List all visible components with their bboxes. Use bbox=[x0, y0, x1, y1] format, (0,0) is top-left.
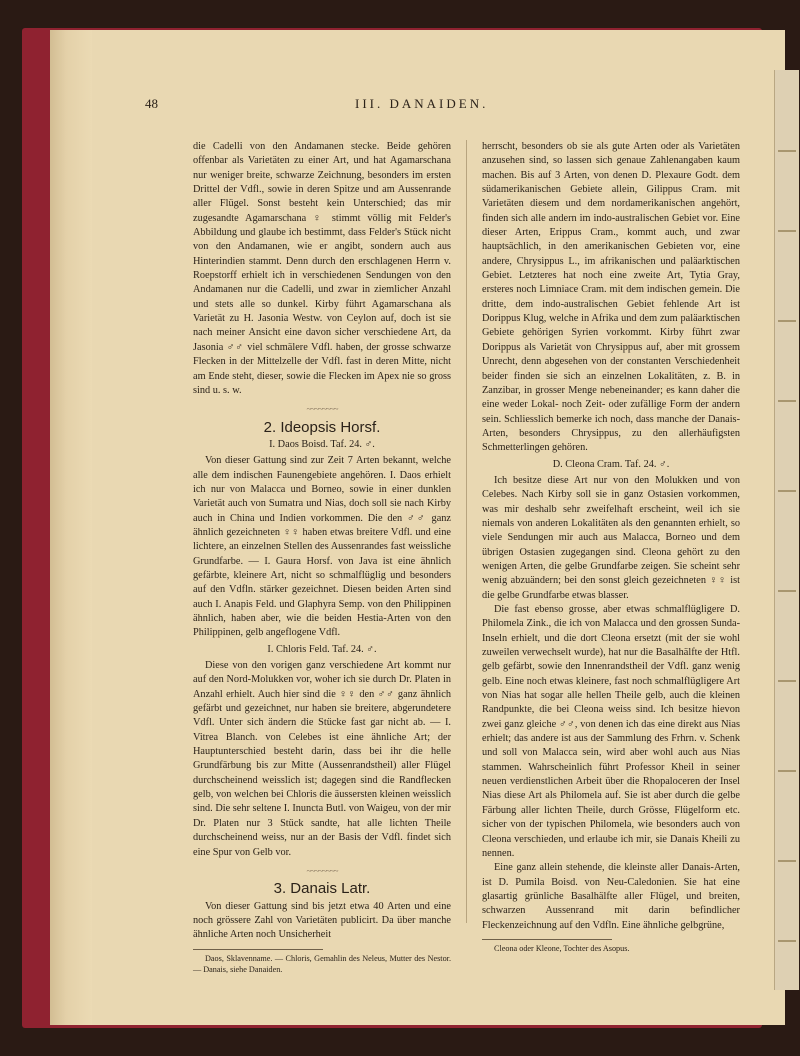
left-column bbox=[193, 140, 451, 975]
footnote-rule bbox=[482, 939, 612, 940]
paragraph: die Cadelli von den Andamanen stecke. Beide gehören offenbar als Varietäten zu einer Art, und hat Agamarschana nur weniger breite, schwarze Zeichnung, besonders im ersten Drittel der Vdfl., sowie in deren Spitze und am Aussenrande aller Flügel. Sonst besteht kein Unterschied; das mir zugesandte Agamarschana ♀ stimmt völlig mit Felder's Abbildung und glaube ich bestimmt, dass Felder's Stück nicht von den Andamanen, wie er angibt, sondern auch aus Hinterindien stammt. Denn durch den erschlagenen Herrn v. Roepstorff erhielt ich in verschiedenen Sendungen von den Andamanen nur die Cadelli, und zwar in ziemlicher Anzahl und stets alle so dunkel. Kirby führt Agamarschana als Varietät zu H. Jasonia Westw. von Ceylon auf, doch ist sie nach meiner Ansicht eine davon sicher verschiedene Art, da Jasonia ♂♂ viel schmälere Vdfl. haben, der grosse schwarze Flecken in der Mittelzelle der Vdfl. fast in deren Mitte, nicht am Ende steht, dieser, sowie die Flecken im Apex nie so gross sind u. s. w. bbox=[193, 141, 451, 396]
next-page-edge bbox=[774, 70, 799, 990]
column-divider bbox=[466, 140, 467, 923]
paragraph: herrscht, besonders ob sie als gute Arten oder als Varietäten anzusehen sind, so lassen sich genaue Zahlenangaben kaum machen. Bis auf 3 Arten, von denen D. Plexaure Godt. dem südamerikanischen Gebiete allein, Gilippus Cram. mit Varietäten diesem und dem nordamerikanischen angehört, finden sich alle andern im indo-australischen Gebiet vor. Eine dieser Arten, Erippus Cram., kommt auch, und zwar hauptsächlich, in den amerikanischen Gebieten vor, eine andere, Chrysippus L., im afrikanischen und paläarktischen Gebiet. Letzteres hat noch eine zweite Art, Tytia Gray, ersteres noch Limniace Cram. mit dem indischen gemein. Die dritte, dem indo-australischen Gebiet fehlende Art ist Dorippus Klug, welche in Afrika und dem zum paläarktischen Gebiete gehörigen Syrien vorkommt. Kirby führt zwar Dorippus als Varietät von Chrysippus auf, aber mit grossem Unrecht, denn abgesehen von der constanten Verschiedenheit beider finden sie sich an einzelnen Lokalitäten, z. B. in Zanzibar, in grosser Menge nebeneinander; es kann daher die eine weder Lokal- noch Zeit- oder zufällige Form der andern sein. Schliesslich bemerke ich noch, dass manche der Danais-Arten, besonders Chrysippus, zu den allerhäufigsten Schmetterlingen gehören. bbox=[482, 141, 740, 454]
footnote: Daos, Sklavenname. — Chloris, Gemahlin des Neleus, Mutter des Nestor. — Danais, siehe Danaiden. bbox=[193, 953, 451, 974]
ornament-divider: ~~~~~~~~ bbox=[306, 404, 338, 415]
paragraph: Ich besitze diese Art nur von den Molukken und von Celebes. Nach Kirby soll sie in ganz Ostasien vorkommen, was mir deshalb sehr zweifelhaft erscheint, weil ich sie niemals von anderen Lokalitäten als den genannten erhielt, so viele Sendungen mir auch aus Malacca, Borneo und dem übrigen Ostasien zugegangen sind. Cleona gehört zu den wenigen Arten, die gelbe Grundfarbe zeigen. Sie scheint sehr wenig abzuändern; bei den sonst gleich gezeichneten ♀♀ ist die gelbe Grundfarbe etwas blasser. bbox=[482, 474, 740, 601]
page-gutter bbox=[50, 30, 92, 1025]
section-heading: 3. Danais Latr. bbox=[273, 880, 371, 898]
section-heading: 2. Ideopsis Horsf. bbox=[263, 418, 381, 436]
paragraph: Von dieser Gattung sind bis jetzt etwa 40 Arten und eine noch grössere Zahl von Varietäten publicirt. Da über manche ähnliche Arten noch Unsicherheit bbox=[193, 900, 451, 941]
paragraph: Die fast ebenso grosse, aber etwas schmalflügligere D. Philomela Zink., die ich von Malacca und den grossen Sunda-Inseln erhielt, und die dort Cleona ersetzt (mit der sie wohl zuweilen verwechselt wurde), hat nur die Basalhälfte der Htfl. gelb gefärbt, sowie den Innenrandstheil der Vdfl. ganz wenig gelb. Eine noch etwas kleinere, fast noch schmalflügligere Art von Nias hat sogar alle hellen Theile gelb, auch die kleinen Randpunkte, die bei Cleona weiss sind. Ich besitze hievon zwei ganz gleiche ♂♂, von denen ich das eine direkt aus Nias erhielt; das andere ist aus der Sammlung des Frhrn. v. Schenk und soll von Malacca sein, wird aber wohl auch aus Nias stammen. Wahrscheinlich führt Professor Kheil in seiner neuen verdienstlichen Arbeit über die Rhopaloceren der Insel Nias diese Art als Philomela auf. Sie ist aber durch die gelbe Färbung aller lichten Theile, durch Grösse, Flügelform etc. sicher von der typischen Philomela, wie besonders auch von Cleona verschieden, und erlaube ich mir, sie Danais Kheili zu nennen. bbox=[482, 604, 740, 859]
species-heading: I. Daos Boisd. Taf. 24. ♂. bbox=[269, 438, 375, 450]
species-heading: D. Cleona Cram. Taf. 24. ♂. bbox=[552, 458, 670, 470]
paragraph: Eine ganz allein stehende, die kleinste aller Danais-Arten, ist D. Pumila Boisd. von Neu-Caledonien. Sie hat eine glasartig grünliche Basalhälfte aller Flügel, und breiten, schwarzen Aussenrand mit darin befindlicher Fleckenzeichnung auf den Vdfln. Eine ähnliche gelbgrüne, bbox=[482, 862, 740, 931]
species-heading: I. Chloris Feld. Taf. 24. ♂. bbox=[267, 643, 377, 655]
ornament-divider: ~~~~~~~~ bbox=[306, 865, 338, 876]
footnote: Cleona oder Kleone, Tochter des Asopus. bbox=[494, 943, 630, 953]
page-number: 48 bbox=[145, 96, 158, 111]
paragraph: Diese von den vorigen ganz verschiedene Art kommt nur auf den Nord-Molukken vor, woher ich sie durch Dr. Platen in Anzahl erhielt. Auch hier sind die ♀♀ den ♂♂ ganz ähnlich gefärbt und gezeichnet, nur haben sie breitere, abgerundetere Vdfl. Unter sich ändern die Stücke fast gar nicht ab. — I. Vitrea Blanch. von Celebes ist eine ähnliche Art; der Hauptunterschied besteht darin, dass bei ihr die helle Grundfärbung bis zur Mitte (Aussenrandstheil) aller Flügel durchscheinend weisslich ist; dagegen sind die Randflecken gelb, von welchen bei Chloris die äussersten kleinen weisslich sind. Die sehr seltene I. Inuncta Butl. von Waigeu, von der mir Dr. Platen nur 3 Stück sandte, hat alle lichten Theile durchscheinend weiss, nur an der Basis der Vdfl. findet sich eine Spur von Gelb vor. bbox=[193, 660, 451, 858]
running-title: III. DANAIDEN. bbox=[355, 96, 489, 111]
paragraph: Von dieser Gattung sind zur Zeit 7 Arten bekannt, welche alle dem indischen Faunengebiete angehören. I. Daos erhielt ich nur von Malacca und Borneo, sowie in einer dunklen Varietät auch von Sumatra und Nias, doch soll sie nach Kirby auch in China und Indien vorkommen. Die den ♂♂ ganz ähnlich gezeichneten ♀♀ haben etwas breitere Vdfl. und eine lichtere, an einzelnen Stellen des Aussenrandes fast weissliche Grundfarbe. — I. Gaura Horsf. von Java ist eine ähnlich gefärbte, kleinere Art, nicht so schmalflüglig und besonders auf den Vdfln. stärker gezeichnet. Diesen beiden Arten sind auch I. Anapis Feld. und Glaphyra Semp. von den Philippinen ähnlich, haben aber, wie die beiden Hestia-Arten von den Philippinen, gelb angeflogene Vdfl. bbox=[193, 455, 451, 639]
right-column bbox=[482, 140, 740, 954]
footnote-rule bbox=[193, 949, 323, 950]
